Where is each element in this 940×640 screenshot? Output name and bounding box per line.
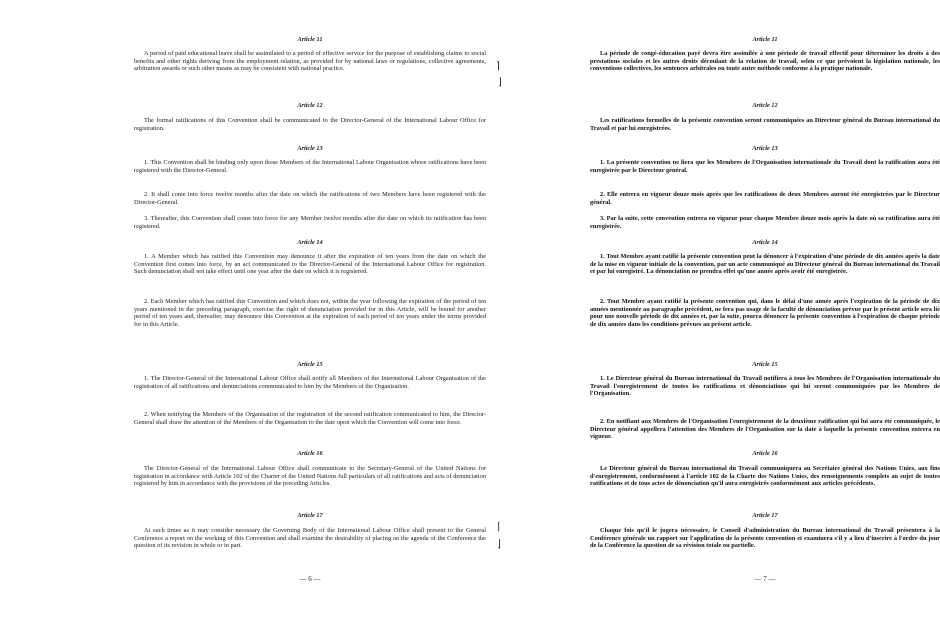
- gutter-mark-bottom: |: [497, 521, 501, 532]
- article-paragraph: A period of paid educational leave shall be assimilated to a period of effective service for the purpose of establishing claims to social benefits and other rights deriving from the employment relation, as provided for by national laws or regulations, collective agreements, arbitration awards or such other means as may be consistent with national practice.: [134, 50, 486, 73]
- article-paragraph: 2. It shall come into force twelve months after the date on which the ratifications of two Members have been registered with the Director-General.: [134, 191, 486, 206]
- article-paragraph: 1. La présente convention ne liera que les Membres de l'Organisation internationale du Travail dont la ratification aura été enregistrée par le Directeur général.: [590, 159, 940, 174]
- article-heading: Article 12: [297, 102, 323, 109]
- article-heading: Article 16: [297, 450, 323, 457]
- article-paragraph: 2. Each Member which has ratified this Convention and which does not, within the year following the expiration of the period of ten years mentioned in the preceding paragraph, exercise the right of denunciation provided for in this Article, will be bound for another period of ten years and, thereafter, may denounce this Convention at the expiration of each period of ten years under the terms provided for in this Article.: [134, 298, 486, 328]
- article-paragraph: The formal ratifications of this Convention shall be communicated to the Director-General of the International Labour Office for registration.: [134, 117, 486, 132]
- left-page-english: [134, 0, 486, 640]
- article-paragraph: 3. Thereafter, this Convention shall come into force for any Member twelve months after the date on which its ratification has been registered.: [134, 215, 486, 230]
- article-paragraph: Chaque fois qu'il le jugera nécessaire, le Conseil d'administration du Bureau international du Travail présentera à la Conférence générale un rapport sur l'application de la présente convention et examinera s'il y a lieu d'inscrire à l'ordre du jour de la Conférence la question de sa révision totale ou partielle.: [590, 527, 940, 550]
- article-paragraph: The Director-General of the International Labour Office shall communicate to the Secretary-General of the United Nations for registration in accordance with Article 102 of the Charter of the United Nations full particulars of all ratifications and acts of denunciation registered by him in accordance with the provisions of the preceding Articles.: [134, 465, 486, 488]
- article-paragraph: 1. The Director-General of the International Labour Office shall notify all Members of the International Labour Organisation of the registration of all ratifications and denunciations communicated to him by the Members of the Organisation.: [134, 375, 486, 390]
- article-heading: Article 17: [297, 512, 323, 519]
- article-paragraph: At such times as it may consider necessary the Governing Body of the International Labour Office shall present to the General Conference a report on the working of this Convention and shall examine the desirability of placing on the agenda of the Conference the question of its revision in whole or in part.: [134, 527, 486, 550]
- article-paragraph: Les ratifications formelles de la présente convention seront communiquées au Directeur général du Bureau international du Travail et par lui enregistrées.: [590, 117, 940, 132]
- article-heading: Article 14: [297, 239, 323, 246]
- article-heading: Article 11: [297, 36, 323, 43]
- right-page-french: [590, 0, 940, 640]
- article-heading: Article 13: [752, 145, 778, 152]
- article-paragraph: 2. When notifying the Members of the Organisation of the registration of the second ratification communicated to him, the Director-General shall draw the attention of the Members of the Organisation to the date upon which the Convention will come into force.: [134, 411, 486, 426]
- article-paragraph: Le Directeur général du Bureau international du Travail communiquera au Secrétaire général des Nations Unies, aux fins d'enregistrement, conformément à l'article 102 de la Charte des Nations Unies, des renseignements complets au sujet de toutes ratifications et de tous actes de dénonciation qu'il aura enregistrés conformément aux articles précédents.: [590, 465, 940, 488]
- article-paragraph: 2. Tout Membre ayant ratifié la présente convention qui, dans le délai d'une année après l'expiration de la période de dix années mentionnée au paragraphe précédent, ne fera pas usage de la faculté de dénonciation prévue par le présent article sera lié pour une nouvelle période de dix années et, par la suite, pourra dénoncer la présente convention à l'expiration de chaque période de dix années dans les conditions prévues au présent article.: [590, 298, 940, 328]
- article-heading: Article 15: [297, 361, 323, 368]
- article-paragraph: 3. Par la suite, cette convention entrera en vigueur pour chaque Membre douze mois après la date où sa ratification aura été enregistrée.: [590, 215, 940, 230]
- left-page-number: — 6 —: [299, 575, 321, 583]
- article-paragraph: 1. A Member which has ratified this Convention may denounce it after the expiration of ten years from the date on which the Convention first comes into force, by an act communicated to the Director-General of the International Labour Office for registration. Such denunciation shall not take effect until one year after the date on which it is registered.: [134, 253, 486, 276]
- article-heading: Article 16: [752, 450, 778, 457]
- article-paragraph: 1. Le Directeur général du Bureau international du Travail notifiera à tous les Membres de l'Organisation internationale du Travail l'enregistrement de toutes les ratifications et dénonciations qui lui seront communiquées par les Membres de l'Organisation.: [590, 375, 940, 398]
- article-heading: Article 15: [752, 361, 778, 368]
- article-paragraph: La période de congé-éducation payé devra être assimilée à une période de travail effectif pour déterminer les droits à des prestations sociales et les autres droits découlant de la relation de travail, selon ce que prévoient la législation nationale, les conventions collectives, les sentences arbitrales ou toute autre méthode conforme à la pratique nationale.: [590, 50, 940, 73]
- article-paragraph: 2. Elle entrera en vigueur douze mois après que les ratifications de deux Membres auront été enregistrées par le Directeur général.: [590, 191, 940, 206]
- article-paragraph: 1. This Convention shall be binding only upon those Members of the International Labour Organisation whose ratifications have been registered with the Director-General.: [134, 159, 486, 174]
- gutter-mark-bottom-2: ⌋: [497, 539, 501, 550]
- right-page-number: — 7 —: [754, 575, 776, 583]
- article-paragraph: 1. Tout Membre ayant ratifié la présente convention peut la dénoncer à l'expiration d'une période de dix années après la date de la mise en vigueur initiale de la convention, par un acte communiqué au Directeur général du Bureau international du Travail et par lui enregistré. La dénonciation ne prendra effet qu'une année après avoir été enregistrée.: [590, 253, 940, 276]
- article-heading: Article 13: [297, 145, 323, 152]
- article-heading: Article 11: [752, 36, 778, 43]
- article-heading: Article 17: [752, 512, 778, 519]
- article-paragraph: 2. En notifiant aux Membres de l'Organisation l'enregistrement de la deuxième ratification qui lui aura été communiquée, le Directeur général appellera l'attention des Membres de l'Organisation sur la date à laquelle la présente convention entrera en vigueur.: [590, 418, 940, 441]
- article-heading: Article 12: [752, 102, 778, 109]
- gutter-mark-top: ⌉: [496, 61, 500, 72]
- article-heading: Article 14: [752, 239, 778, 246]
- gutter-mark-top-2: ⌋: [498, 77, 502, 88]
